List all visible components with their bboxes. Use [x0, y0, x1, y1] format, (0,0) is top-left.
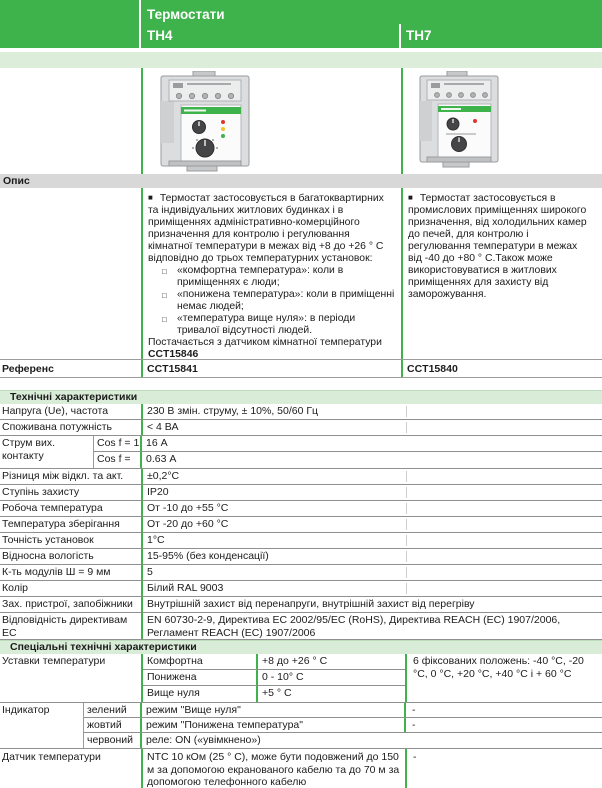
- column-header-th7: TH7: [399, 24, 602, 48]
- setpoints-th7-value: 6 фіксованих положень: -40 °C, -20 °C, 0 °C, +20 °C, +40 °C і + 60 °C: [413, 655, 584, 680]
- sensor-row: [0, 749, 602, 788]
- row-value: IP20: [147, 486, 169, 498]
- faint-divider: [406, 519, 407, 530]
- indicator-color: червоний: [87, 734, 133, 746]
- table-sub-row: [94, 452, 602, 468]
- sensor-value: NTC 10 кОм (25 ° C), може бути подовжений до 150 м за допомогою екранованого кабелю та до 70 м за допомогою телефонного кабелю: [147, 751, 400, 788]
- description-th7-intro: [408, 192, 590, 301]
- description-th7-intro-text: Термостат застосовується в промислових приміщеннях широкого призначення, від холодильних камер до печей, для контролю і регулювання температури в межах від -40 до +80 ° С.Також може використовуватися в житлових приміщеннях для захисту від заморожування.: [408, 193, 587, 300]
- table-row: [0, 517, 602, 533]
- row-label: Напруга (Ue), частота: [2, 405, 109, 417]
- faint-divider: [406, 422, 407, 433]
- description-row: [0, 188, 602, 359]
- row-value-cell: [142, 436, 602, 451]
- faint-divider: [406, 551, 407, 562]
- description-th4-bullet: [162, 313, 396, 337]
- row-label: Відповідність директивам ЕС: [2, 614, 128, 639]
- row-label: Індикатор: [0, 703, 84, 748]
- table-sub-row: [94, 436, 602, 452]
- indicator-color: зелений: [87, 704, 127, 716]
- bullet-square-icon: ■: [408, 193, 413, 202]
- page-header: [0, 0, 602, 48]
- row-label: Датчик температури: [2, 751, 101, 763]
- faint-divider: [406, 567, 407, 578]
- product-photo-th4: [153, 71, 257, 172]
- bullet-open-icon: □: [162, 267, 167, 276]
- row-value-cell: [143, 581, 602, 596]
- row-value-cell: [143, 485, 602, 500]
- reference-label: Референс: [2, 363, 54, 375]
- row-label: Зах. пристрої, запобіжники: [2, 598, 133, 610]
- bullet-text: «комфортна температура»: коли в приміщеннях є люди;: [177, 265, 344, 288]
- condition-label: Cos f =: [97, 453, 131, 465]
- table-row: [0, 565, 602, 581]
- row-value-cell: [142, 452, 602, 468]
- empty-label-cell: [0, 188, 141, 359]
- row-label: Ступінь захисту: [2, 486, 80, 498]
- row-label: Уставки температури: [2, 655, 106, 667]
- bullet-open-icon: □: [162, 315, 167, 324]
- product-cell-th7: [403, 68, 602, 174]
- indicator-value: реле: ON («увімкнено»): [146, 734, 261, 746]
- row-value: От -20 до +60 °С: [147, 518, 229, 530]
- table-sub-row: [143, 670, 405, 686]
- section-description-title: Опис: [3, 175, 30, 187]
- indicator-value: режим "Вище нуля": [146, 704, 241, 716]
- table-sub-row: [143, 686, 405, 702]
- indicator-sub-rows: [84, 703, 602, 748]
- row-value: 230 В змін. струму, ± 10%, 50/60 Гц: [147, 405, 319, 417]
- table-row-output-current: [0, 436, 602, 469]
- faint-divider: [406, 487, 407, 498]
- table-row: [0, 581, 602, 597]
- bullet-text: «температура вище нуля»: в періоди тривалої відсутності людей.: [177, 313, 356, 336]
- header-left-block: [0, 0, 141, 48]
- indicator-color: жовтий: [87, 719, 122, 731]
- outro-reference: CCT15846: [148, 349, 199, 360]
- row-value: ±0,2°С: [147, 470, 180, 482]
- table-row: [0, 613, 602, 640]
- spacer: [0, 378, 602, 390]
- bullet-open-icon: □: [162, 291, 167, 300]
- product-cell-th4: [143, 68, 401, 174]
- setpoint-name: Понижена: [147, 671, 197, 683]
- row-value-cell: [143, 469, 602, 484]
- row-value-cell: [143, 533, 602, 548]
- table-row: [0, 533, 602, 549]
- row-label: Точність установок: [2, 534, 94, 546]
- description-th4-bullet: [162, 289, 396, 313]
- row-value: < 4 ВА: [147, 421, 179, 433]
- row-label: Струм вих. контакту: [0, 436, 94, 468]
- reference-th7: CCT15840: [407, 363, 458, 375]
- table-row: [0, 420, 602, 436]
- section-tech-band: Технічні характеристики: [0, 390, 602, 404]
- table-sub-row: [84, 733, 602, 748]
- outro-text: Постачається з датчиком кімнатної температури: [148, 337, 382, 348]
- row-label: Температура зберігання: [2, 518, 120, 530]
- table-sub-row: [143, 654, 405, 670]
- section-description-band: [0, 174, 602, 188]
- description-th4-intro-text: Термостат застосовується в багатоквартирних та індивідуальних житлових будинках і в приміщеннях адміністративно-комерційного призначення для контролю і регулювання кімнатної температури в межах від +8 до +26 ° С відповідно до трьох температурних установок:: [148, 193, 384, 264]
- setpoint-value: 0 - 10° C: [262, 671, 304, 683]
- page-title: Термостати: [147, 7, 225, 22]
- row-label: Споживана потужність: [2, 421, 113, 433]
- description-th4-intro: [148, 192, 396, 265]
- indicator-rows: [0, 703, 602, 749]
- row-value: 15-95% (без конденсації): [147, 550, 269, 562]
- setpoints-row: [0, 654, 602, 703]
- setpoint-name: Вище нуля: [147, 687, 200, 699]
- row-value: 16 А: [146, 437, 168, 449]
- section-special-band: Спеціальні технічні характеристики: [0, 640, 602, 654]
- decorative-green-band: [0, 52, 602, 68]
- setpoints-sub-rows: [143, 654, 405, 702]
- indicator-th7-value: -: [412, 704, 416, 716]
- indicator-value: режим "Понижена температура": [146, 719, 303, 731]
- condition-label: Cos f = 1: [97, 437, 140, 449]
- table-row: [0, 549, 602, 565]
- tech-table: [0, 404, 602, 640]
- description-th7: [403, 188, 602, 359]
- setpoint-name: Комфортна: [147, 655, 203, 667]
- description-th4-outro: [148, 337, 396, 361]
- table-row: [0, 597, 602, 613]
- reference-row: [0, 359, 602, 378]
- row-value: 0.63 А: [146, 453, 177, 465]
- faint-divider: [406, 583, 407, 594]
- row-value-cell: [143, 613, 602, 639]
- bullet-text: «понижена температура»: коли в приміщенні немає людей;: [177, 289, 395, 312]
- table-row: [0, 485, 602, 501]
- table-row: [0, 501, 602, 517]
- row-value: Внутрішній захист від перенапруги, внутрішній захист від перегріву: [147, 598, 475, 610]
- row-value-cell: [143, 517, 602, 532]
- row-value: 1°С: [147, 534, 165, 546]
- row-value-cell: [143, 420, 602, 435]
- product-images-row: [0, 68, 602, 174]
- indicator-th7-value: -: [412, 719, 416, 731]
- table-row: [0, 469, 602, 485]
- row-value: Білий RAL 9003: [147, 582, 224, 594]
- faint-divider: [406, 406, 407, 417]
- setpoint-value: +8 до +26 ° C: [262, 655, 328, 667]
- row-value: 5: [147, 566, 153, 578]
- table-row: [0, 404, 602, 420]
- row-label: Робоча температура: [2, 502, 103, 514]
- empty-label-cell: [0, 68, 141, 174]
- faint-divider: [406, 535, 407, 546]
- description-th4: [143, 188, 401, 359]
- row-value-cell: [143, 404, 602, 419]
- row-label: Колір: [2, 582, 29, 594]
- sensor-th7-value: -: [413, 751, 417, 763]
- reference-th4: CCT15841: [147, 363, 198, 375]
- row-label: Відносна вологість: [2, 550, 94, 562]
- row-value: От -10 до +55 °С: [147, 502, 229, 514]
- header-main: [141, 0, 602, 48]
- column-header-th4: TH4: [147, 28, 173, 43]
- row-value: EN 60730-2-9, Директива ЕС 2002/95/EC (RoHS), Директива REACH (EC) 1907/2006, Регламент REACH (ЕС) 1907/2006: [147, 614, 561, 639]
- faint-divider: [406, 471, 407, 482]
- header-columns: [141, 24, 602, 48]
- special-table: [0, 654, 602, 788]
- row-label: Різниця між відкл. та акт.: [2, 470, 124, 482]
- row-value-cell: [143, 597, 602, 612]
- row-value-cell: [143, 565, 602, 580]
- table-sub-row: [84, 703, 602, 718]
- row-value-cell: [143, 501, 602, 516]
- cos-sub-rows: [94, 436, 602, 468]
- description-th4-bullet: [162, 265, 396, 289]
- row-value-cell: [143, 549, 602, 564]
- setpoint-value: +5 ° C: [262, 687, 292, 699]
- faint-divider: [406, 503, 407, 514]
- product-photo-th7: [413, 71, 505, 168]
- table-sub-row: [84, 718, 602, 733]
- bullet-square-icon: ■: [148, 193, 153, 202]
- row-label: К-ть модулів Ш = 9 мм: [2, 566, 111, 578]
